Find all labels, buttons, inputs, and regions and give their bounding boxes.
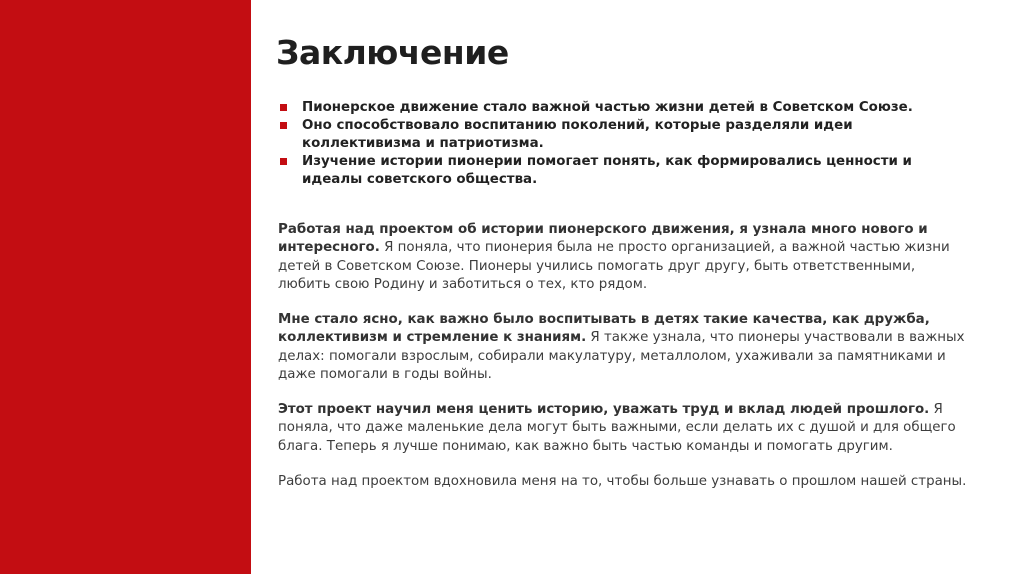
red-side-band — [0, 0, 251, 574]
paragraph-3 — [278, 401, 968, 456]
bullet-item — [278, 99, 928, 117]
paragraph-1-lead: Работая над проектом об истории пионерского движения, я узнала много нового и интересного. — [278, 222, 928, 256]
square-bullet-icon — [280, 158, 287, 165]
paragraph-1-text: Я поняла, что пионерия была не просто организацией, а важной частью жизни детей в Советском Союзе. Пионеры учились помогать друг другу, быть ответственными, любить свою Родину и заботиться о тех, кто рядом. — [278, 240, 950, 292]
bullet-text: Изучение истории пионерии помогает понять, как формировались ценности и идеалы советского общества. — [302, 154, 912, 187]
paragraph-2-text: Я также узнала, что пионеры участвовали в важных делах: помогали взрослым, собирали макулатуру, металлолом, ухаживали за памятниками и даже помогали в годы войны. — [278, 330, 965, 382]
paragraph-4 — [278, 473, 968, 491]
paragraph-3-text: Я поняла, что даже маленькие дела могут быть важными, если делать их с душой и для общего блага. Теперь я лучше понимаю, как важно быть частью команды и помогать другим. — [278, 402, 956, 454]
square-bullet-icon — [280, 122, 287, 129]
paragraph-4-text: Работа над проектом вдохновила меня на то, чтобы больше узнавать о прошлом нашей страны. — [278, 474, 967, 489]
paragraph-2 — [278, 311, 968, 384]
bullet-item — [278, 153, 928, 189]
paragraph-3-lead: Этот проект научил меня ценить историю, уважать труд и вклад людей прошлого. — [278, 402, 930, 417]
bullet-text: Пионерское движение стало важной частью жизни детей в Советском Союзе. — [302, 100, 913, 115]
slide-title: Заключение — [276, 33, 509, 72]
bullet-text: Оно способствовало воспитанию поколений, которые разделяли идеи коллективизма и патриотизма. — [302, 118, 853, 151]
paragraph-1 — [278, 221, 968, 294]
square-bullet-icon — [280, 104, 287, 111]
bullet-list — [278, 99, 928, 189]
bullet-item — [278, 117, 928, 153]
paragraph-2-lead: Мне стало ясно, как важно было воспитывать в детях такие качества, как дружба, коллективизм и стремление к знаниям. — [278, 312, 930, 346]
